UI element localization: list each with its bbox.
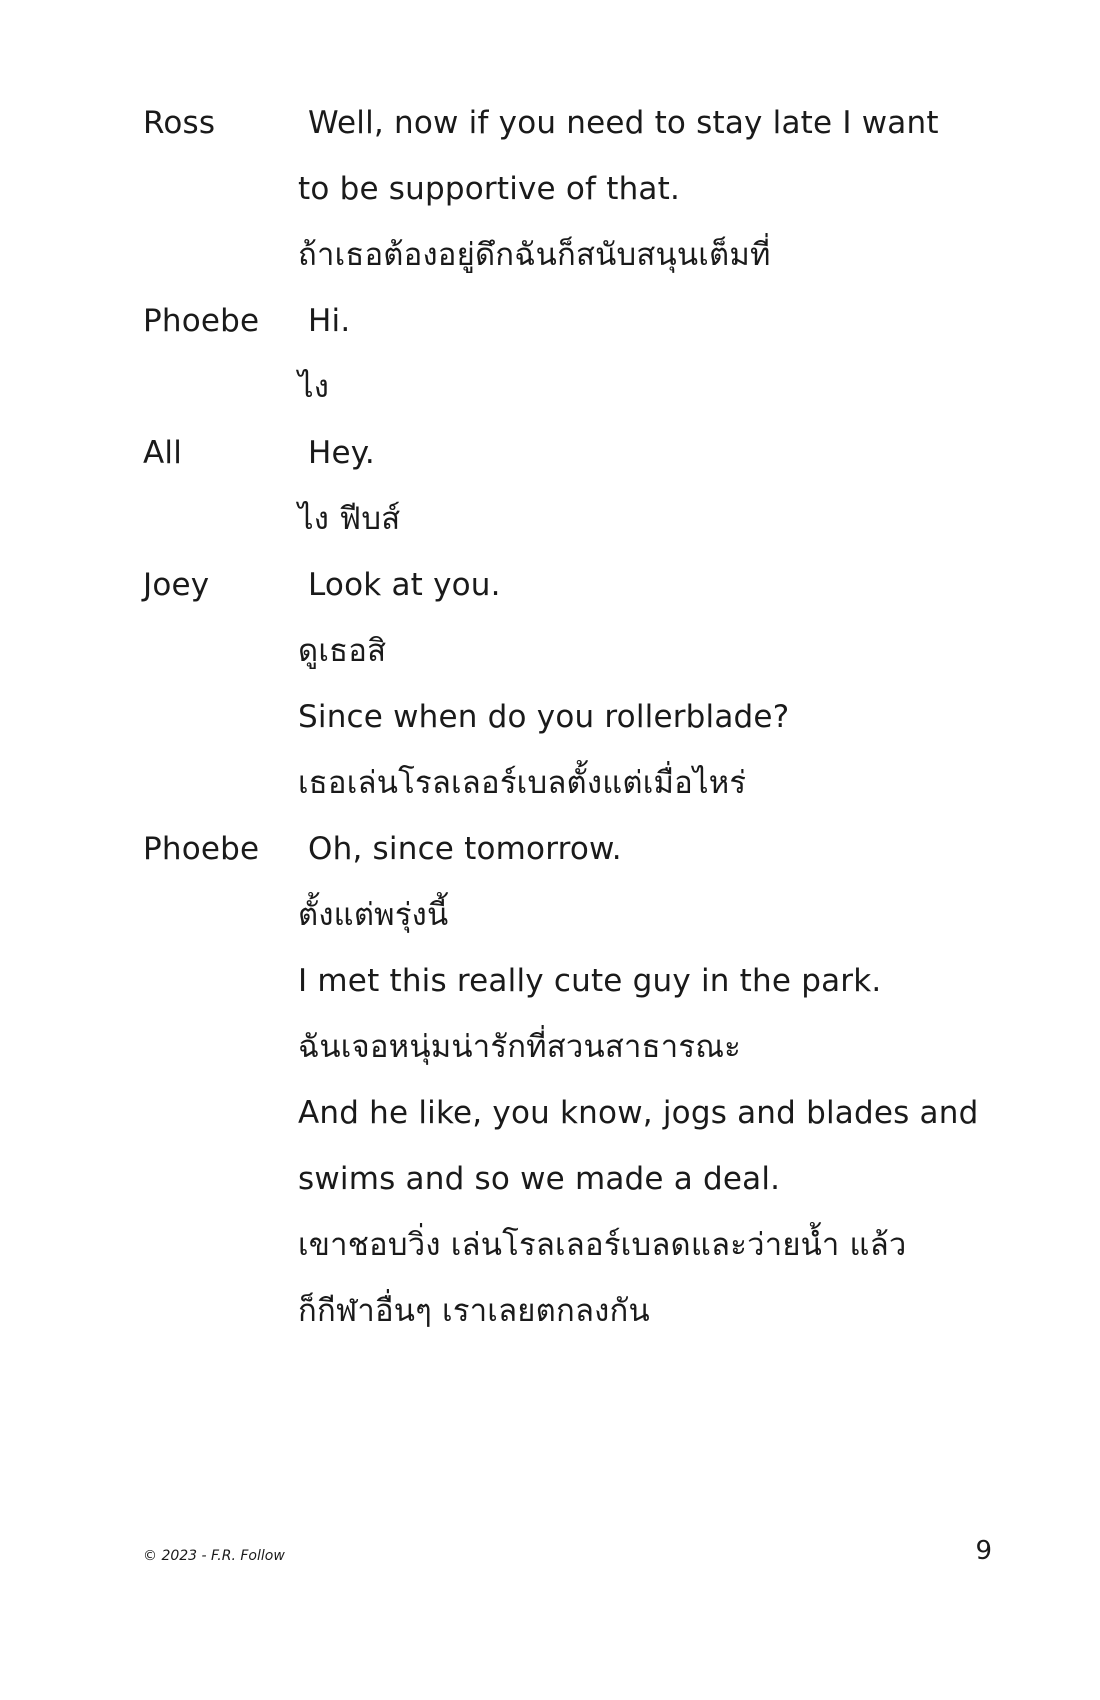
- speaker-name: All: [143, 435, 183, 471]
- dialogue-line: And he like, you know, jogs and blades and: [298, 1095, 979, 1131]
- translation-line: ก็กีฬาอื่นๆ เราเลยตกลงกัน: [298, 1293, 650, 1329]
- page-number: 9: [975, 1536, 992, 1566]
- dialogue-line: Hey.: [308, 435, 375, 471]
- translation-line: เขาชอบวิ่ง เล่นโรลเลอร์เบลดและว่ายน้ำ แล้ว: [298, 1227, 907, 1263]
- speaker-name: Joey: [143, 567, 210, 603]
- speaker-name: Phoebe: [143, 831, 260, 867]
- dialogue-line: Since when do you rollerblade?: [298, 699, 790, 735]
- speaker-name: Phoebe: [143, 303, 260, 339]
- speaker-name: Ross: [143, 105, 216, 141]
- dialogue-line: Hi.: [308, 303, 351, 339]
- translation-line: ดูเธอสิ: [298, 633, 387, 669]
- dialogue-line: Well, now if you need to stay late I want: [308, 105, 939, 141]
- translation-line: ฉันเจอหนุ่มน่ารักที่สวนสาธารณะ: [298, 1029, 742, 1065]
- translation-line: ตั้งแต่พรุ่งนี้: [298, 897, 449, 933]
- dialogue-line: swims and so we made a deal.: [298, 1161, 781, 1197]
- dialogue-line: Look at you.: [308, 567, 501, 603]
- translation-line: เธอเล่นโรลเลอร์เบลตั้งแต่เมื่อไหร่: [298, 765, 747, 801]
- copyright-notice: © 2023 - F.R. Follow: [143, 1548, 285, 1564]
- translation-line: ถ้าเธอต้องอยู่ดึกฉันก็สนับสนุนเต็มที่: [298, 237, 771, 273]
- dialogue-line: to be supportive of that.: [298, 171, 681, 207]
- translation-line: ไง: [298, 369, 330, 405]
- dialogue-line: Oh, since tomorrow.: [308, 831, 622, 867]
- dialogue-line: I met this really cute guy in the park.: [298, 963, 882, 999]
- translation-line: ไง ฟีบส์: [298, 501, 401, 537]
